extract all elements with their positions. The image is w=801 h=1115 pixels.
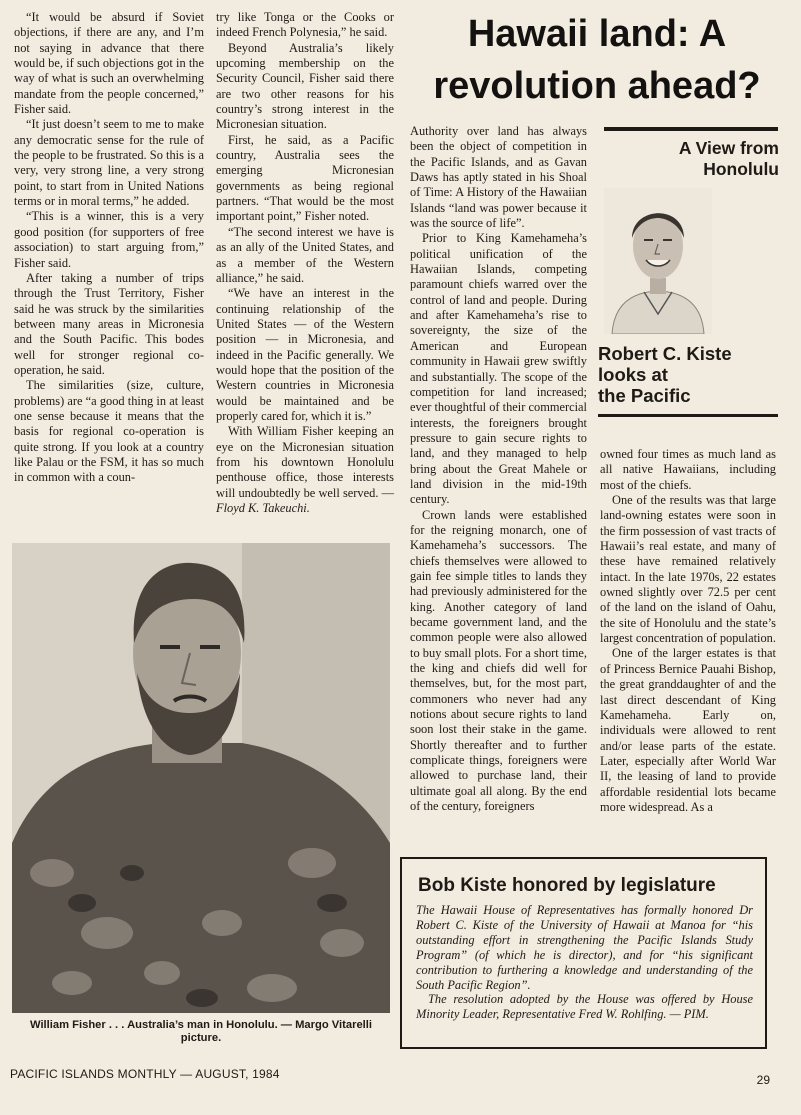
- sidebar-box: [400, 857, 767, 1049]
- robert-kiste-portrait: [604, 188, 712, 334]
- section-rule-bottom: [598, 414, 778, 417]
- paragraph: Authority over land has always been the object of competition in the Pacific Islands, and as Gavan Daws has aptly stated in his Shoal of Time: A History of the Hawaiian Islands “land was power because it was the source of life”.: [410, 124, 587, 231]
- paragraph: Crown lands were established for the reigning monarch, one of Kamehameha’s successors. The chiefs themselves were allowed to gain fee simple titles to lands they had previously administered for the king. Another category of land became government land, and the common people were also allowed to buy small plots. For a short time, the king and chiefs did well for themselves, but, for the most part, commoners who never had any notions about secure rights to land soon lost their stake in the game. Shortly thereafter and to further complicate things, foreigners were allowed to purchase land, their ultimate goal all along. By the end of the century, foreigners: [410, 507, 587, 814]
- paragraph: “This is a winner, this is a very good position (for supporters of free association) to start arguing from,” Fisher said.: [14, 209, 204, 270]
- article-column-3: [410, 124, 587, 814]
- paragraph: “It just doesn’t seem to me to make any democratic sense for the rule of the people to be frustrated. So this is a very, very strong line, a very strong point, to start from in United Nations terms or in moral terms,” he added.: [14, 117, 204, 209]
- article-column-1: [14, 10, 204, 486]
- headline-line-1: Hawaii land: A: [467, 13, 727, 55]
- page-number: 29: [756, 1073, 770, 1087]
- author-title-line-1: Robert C. Kiste: [598, 343, 732, 364]
- byline: Floyd K. Takeuchi.: [216, 501, 310, 515]
- sidebar-body: [416, 903, 753, 1022]
- paragraph: try like Tonga or the Cooks or indeed French Polynesia,” he said.: [216, 10, 394, 40]
- section-title: [603, 138, 779, 180]
- paragraph: After taking a number of trips through the Trust Territory, Fisher said he was struck by the similarities between many areas in Micronesia and the South Pacific. This bodes well for stronger regional co-operation, he said.: [14, 270, 204, 377]
- headline-line-2: revolution ahead?: [433, 65, 761, 107]
- paragraph-with-byline: [216, 424, 394, 516]
- william-fisher-photo: [12, 543, 390, 1013]
- paragraph: “We have an interest in the continuing relationship of the United States — of the Western position — in Micronesia, and indeed in the Pacific generally. We would hope that the position of the Western countries in Micronesia would be maintained and be properly cared for, which it is.”: [216, 286, 394, 423]
- paragraph: Prior to King Kamehameha’s political unification of the Hawaiian Islands, competing paramount chiefs warred over the control of land and people. During and after Kamehameha’s rise to sovereignty, the size of the American and European community in Hawaii grew swiftly and substantially. The scope of the competition for land increased; ever thoughtful of their commercial interests, the foreigners brought pressure to gain secure rights to land, and they managed to help bring about the Great Mahele or land division in the mid-19th century.: [410, 231, 587, 507]
- section-rule-top: [604, 127, 778, 131]
- article-column-4: [600, 447, 776, 815]
- photo-caption: William Fisher . . . Australia’s man in Honolulu. — Margo Vitarelli picture.: [29, 1019, 372, 1044]
- section-title-line-2: Honolulu: [703, 159, 779, 179]
- sidebar-paragraph: The Hawaii House of Representatives has formally honored Dr Robert C. Kiste of the University of Hawaii at Manoa for “his outstanding effort in strengthening the Pacific Islands Study Program” (of which he is director), and for “his significant contribution to furthering a knowledge and understanding of the South Pacific Region”.: [416, 903, 753, 992]
- article-column-2: [216, 10, 394, 516]
- author-title: [598, 343, 778, 406]
- paragraph: Beyond Australia’s likely upcoming membership on the Security Council, Fisher said there are two other reasons for his country’s strong interest in the Micronesian situation.: [216, 40, 394, 132]
- author-title-line-3: the Pacific: [598, 385, 691, 406]
- paragraph: The similarities (size, culture, problems) are “a good thing in at least one sense because it means that the basis for regional co-operation is quite strong. If you look at a country like Palau or the FSM, it has so much in common with a coun-: [14, 378, 204, 485]
- headline: [405, 8, 789, 112]
- paragraph-text: With William Fisher keeping an eye on the Micronesian situation from his downtown Honolulu penthouse office, those interests will undoubtedly be well served. —: [216, 424, 394, 500]
- paragraph: “The second interest we have is as an ally of the United States, and as a member of the Western alliance,” he said.: [216, 224, 394, 285]
- paragraph: “It would be absurd if Soviet objections, if there are any, and I’m not saying in advance that there would be, if such objections got in the way of what is such an overwhelming mandate from the people concerned,” Fisher said.: [14, 10, 204, 117]
- paragraph: owned four times as much land as all native Hawaiians, including most of the chiefs.: [600, 447, 776, 492]
- publication-footer: PACIFIC ISLANDS MONTHLY — AUGUST, 1984: [10, 1067, 280, 1081]
- sidebar-paragraph: The resolution adopted by the House was offered by House Minority Leader, Representative Fred W. Rohlfing. — PIM.: [416, 992, 753, 1022]
- paragraph: One of the results was that large land-owning estates were soon in the firm possession of vast tracts of Hawaii’s real estate, and many of these have remained relatively intact. In the late 1970s, 22 estates owned slightly over 72.5 per cent of the land on the island of Oahu, the site of Honolulu and the state’s largest concentration of population.: [600, 493, 776, 646]
- sidebar-title: Bob Kiste honored by legislature: [418, 875, 716, 896]
- section-title-line-1: A View from: [678, 138, 779, 158]
- paragraph: One of the larger estates is that of Princess Bernice Pauahi Bishop, the great granddaughter of and the last direct descendant of King Kamehameha. Early on, individuals were allowed to rent and/or lease parts of the estate. Later, especially after World War II, the leasing of land to provide affordable residential lots became more widespread. As a: [600, 646, 776, 814]
- paragraph: First, he said, as a Pacific country, Australia sees the emerging Micronesian governments as being regional partners. “That would be the most important point,” Fisher noted.: [216, 132, 394, 224]
- author-title-line-2: looks at: [598, 364, 668, 385]
